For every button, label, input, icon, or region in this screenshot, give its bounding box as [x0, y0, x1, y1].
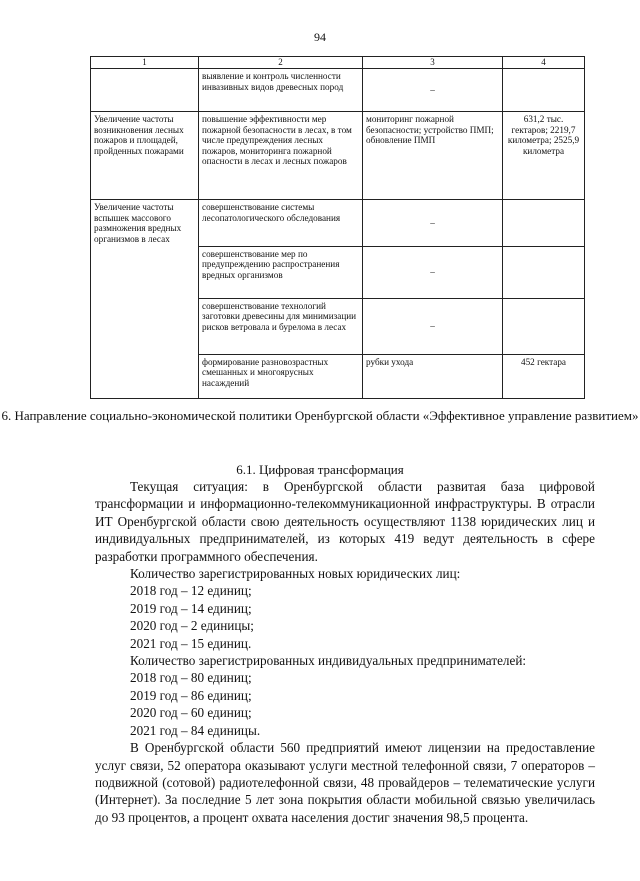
table-header-row: [91, 57, 585, 69]
header-cell: 4: [503, 57, 585, 69]
list-item: 2019 год – 86 единиц;: [130, 687, 252, 703]
table-cell: повышение эффективности мер пожарной безопасности в лесах, в том числе предупреждения лесных пожаров, мониторинга пожарной опасности в лесах и лесных пожаров: [199, 112, 363, 200]
table-cell: [503, 298, 585, 354]
table-cell: [91, 246, 199, 298]
table-cell: –: [363, 246, 503, 298]
table-cell: Увеличение частоты вспышек массового размножения вредных организмов в лесах: [91, 200, 199, 247]
list-item: 2020 год – 2 единицы;: [130, 618, 254, 634]
table-row: [91, 246, 585, 298]
table-cell: рубки ухода: [363, 354, 503, 398]
table-cell: –: [363, 298, 503, 354]
table-cell: выявление и контроль численности инвазивных видов древесных пород: [199, 69, 363, 112]
page-number: 94: [314, 30, 326, 44]
table-cell: совершенствование технологий заготовки древесины для минимизации рисков ветровала и бурелома в лесах: [199, 298, 363, 354]
section-body: [95, 478, 595, 826]
table-row: [91, 69, 585, 112]
table-cell: –: [363, 69, 503, 112]
paragraph: Количество зарегистрированных новых юридических лиц:: [130, 566, 461, 582]
measures-table: [90, 56, 585, 399]
table-cell: 631,2 тыс. гектаров; 2219,7 километра; 2525,9 километра: [503, 112, 585, 200]
subsection-heading: 6.1. Цифровая трансформация: [236, 462, 404, 477]
table-cell: [503, 200, 585, 247]
table-cell: [503, 246, 585, 298]
table-cell: [503, 69, 585, 112]
paragraph: Количество зарегистрированных индивидуальных предпринимателей:: [130, 653, 527, 669]
table-row: [91, 200, 585, 247]
section-heading: 6. Направление социально-экономической политики Оренбургской области «Эффективное управление развитием»: [1, 408, 639, 423]
list-item: 2018 год – 12 единиц;: [130, 583, 252, 599]
table-cell: совершенствование мер по предупреждению распространения вредных организмов: [199, 246, 363, 298]
table-row: [91, 298, 585, 354]
table-row: [91, 354, 585, 398]
table-cell: Увеличение частоты возникновения лесных пожаров и площадей, пройденных пожарами: [91, 112, 199, 200]
table-cell: –: [363, 200, 503, 247]
header-cell: 1: [91, 57, 199, 69]
table-row: [91, 112, 585, 200]
paragraph: В Оренбургской области 560 предприятий имеют лицензии на предоставление услуг связи, 52 оператора оказывают услуги местной телефонной связи, 7 операторов – подвижной (сотовой) радиотелефонной связи, 48 провайдеров – телематические услуги (Интернет). За последние 5 лет зона покрытия области мобильной связью увеличилась до 93 процентов, а процент охвата населения достиг значения 98,5 процента.: [95, 740, 595, 825]
table-cell: 452 гектара: [503, 354, 585, 398]
list-item: 2019 год – 14 единиц;: [130, 600, 252, 616]
list-item: 2021 год – 84 единицы.: [130, 722, 261, 738]
header-cell: 2: [199, 57, 363, 69]
table-cell: [91, 354, 199, 398]
table-cell: [91, 69, 199, 112]
table-cell: совершенствование системы лесопатологического обследования: [199, 200, 363, 247]
list-item: 2021 год – 15 единиц.: [130, 635, 252, 651]
list-item: 2020 год – 60 единиц;: [130, 705, 252, 721]
paragraph: Текущая ситуация: в Оренбургской области развитая база цифровой трансформации и информационно-телекоммуникационной инфраструктуры. В отрасли ИТ Оренбургской области свою деятельность осуществляют 1138 юридических лиц и индивидуальных предпринимателей, из которых 419 ведут деятельность в сфере разработки программного обеспечения.: [95, 479, 595, 564]
table-cell: формирование разновозрастных смешанных и многоярусных насаждений: [199, 354, 363, 398]
list-item: 2018 год – 80 единиц;: [130, 670, 252, 686]
header-cell: 3: [363, 57, 503, 69]
table-cell: мониторинг пожарной безопасности; устройство ПМП; обновление ПМП: [363, 112, 503, 200]
table-cell: [91, 298, 199, 354]
